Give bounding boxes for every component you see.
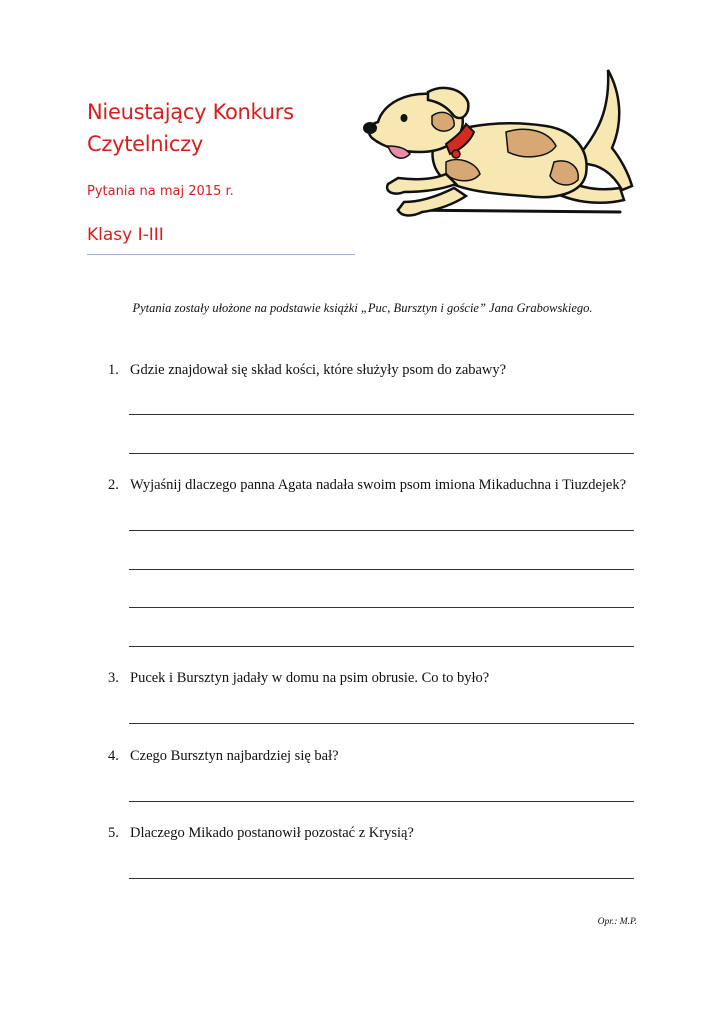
question-number: 5. <box>108 825 119 841</box>
header-divider <box>87 254 355 255</box>
answer-line[interactable] <box>129 530 634 531</box>
author-note: Opr.: M.P. <box>597 917 637 927</box>
question-number: 4. <box>108 748 119 764</box>
question-text: Czego Bursztyn najbardziej się bał? <box>130 748 339 764</box>
answer-line[interactable] <box>129 801 634 802</box>
page-title <box>87 96 387 160</box>
question-number: 3. <box>108 670 119 686</box>
running-dog-illustration <box>358 62 644 228</box>
question-text: Dlaczego Mikado postanowił pozostać z Krysią? <box>130 825 414 841</box>
question-text: Pucek i Bursztyn jadały w domu na psim obrusie. Co to było? <box>130 670 490 686</box>
question-4 <box>108 748 339 765</box>
answer-line[interactable] <box>129 414 634 415</box>
title-line-2: Czytelniczy <box>87 132 203 156</box>
answer-line[interactable] <box>129 646 634 647</box>
question-number: 2. <box>108 477 119 493</box>
intro-note: Pytania zostały ułożone na podstawie książki „Puc, Bursztyn i goście” Jana Grabowskiego. <box>132 301 593 315</box>
answer-line[interactable] <box>129 569 634 570</box>
question-1 <box>108 362 506 379</box>
question-text: Gdzie znajdował się skład kości, które służyły psom do zabawy? <box>130 362 507 378</box>
answer-line[interactable] <box>129 878 634 879</box>
answer-line[interactable] <box>129 607 634 608</box>
question-3 <box>108 670 489 687</box>
answer-line[interactable] <box>129 723 634 724</box>
grade-level: Klasy I-III <box>87 225 164 245</box>
question-text: Wyjaśnij dlaczego panna Agata nadała swoim psom imiona Mikaduchna i Tiuzdejek? <box>130 477 627 493</box>
question-number: 1. <box>108 362 119 378</box>
subtitle: Pytania na maj 2015 r. <box>87 184 234 199</box>
answer-line[interactable] <box>129 453 634 454</box>
question-2 <box>108 477 626 494</box>
title-line-1: Nieustający Konkurs <box>87 100 294 124</box>
question-5 <box>108 825 414 842</box>
